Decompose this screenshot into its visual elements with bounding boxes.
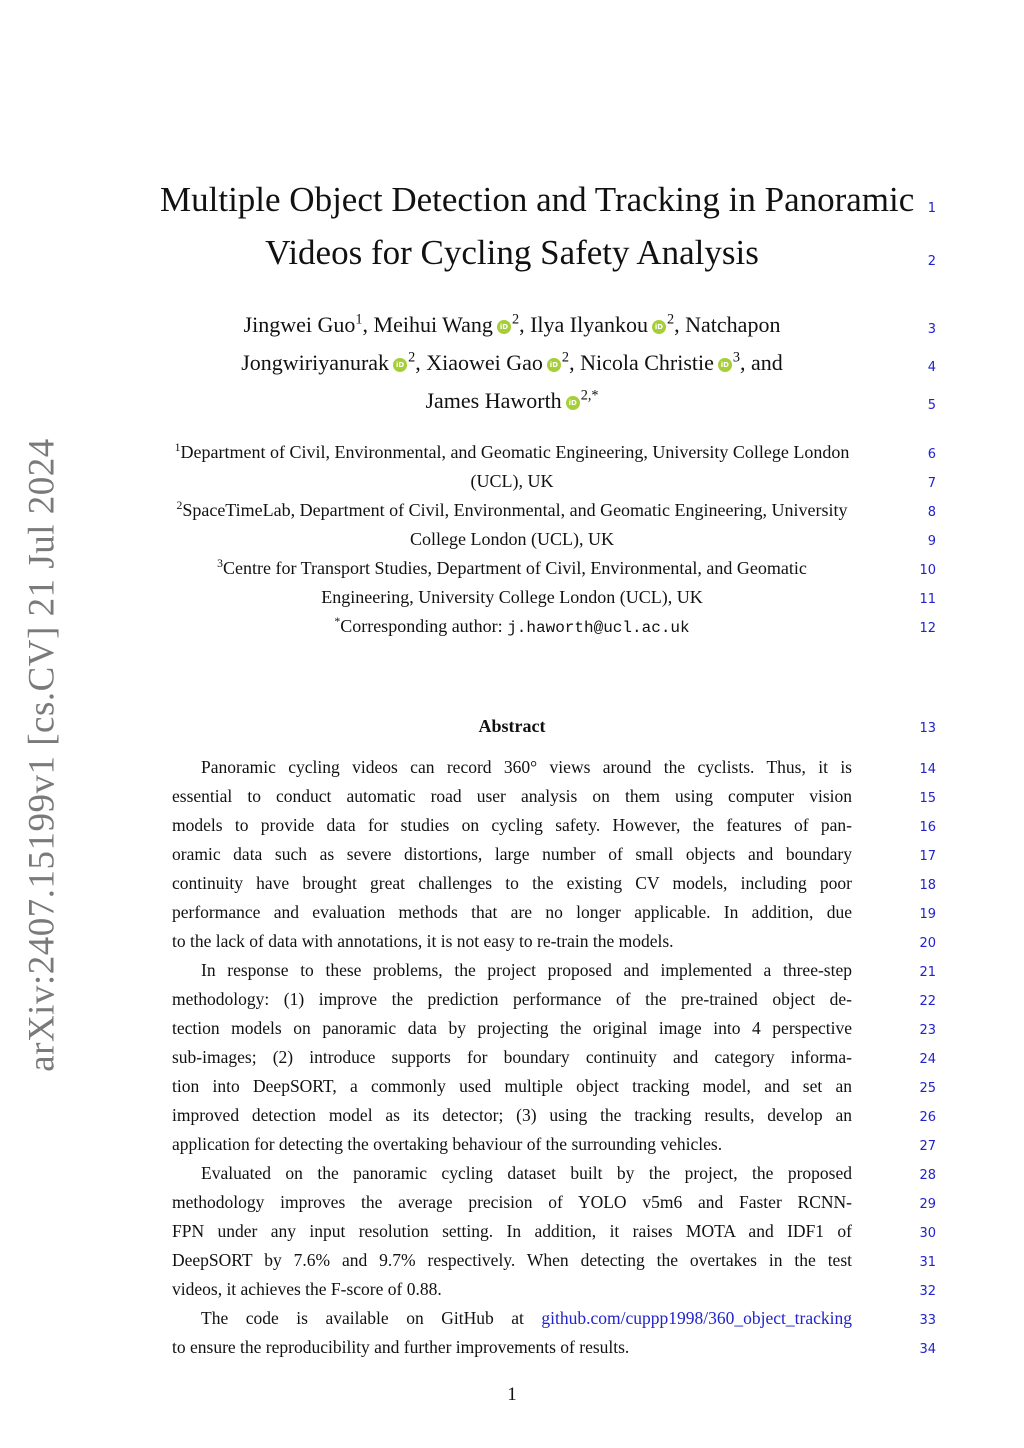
corr-sup: * [334, 615, 341, 628]
abstract-p2-line: methodology: (1) improve the prediction performance of the pre-trained object de- [172, 989, 852, 1009]
abstract-p1-line: to the lack of data with annotations, it is not easy to re-train the models. [172, 931, 674, 951]
abstract-p3-line: DeepSORT by 7.6% and 9.7% respectively. When detecting the overtakes in the test [172, 1250, 852, 1270]
orcid-icon[interactable]: iD [566, 396, 580, 410]
abstract-p3-line: methodology improves the average precision of YOLO v5m6 and Faster RCNN- [172, 1192, 852, 1212]
line-number: 10 [919, 563, 936, 578]
line-number: 9 [927, 534, 936, 549]
abstract-p2-line: tion into DeepSORT, a commonly used multiple object tracking model, and set an [172, 1076, 852, 1096]
line-number: 32 [919, 1284, 936, 1299]
line-number: 6 [927, 447, 936, 462]
author-affil-sup: 2 [667, 311, 675, 328]
line-number: 20 [919, 936, 936, 951]
line-number: 5 [927, 398, 936, 413]
affil-sup: 3 [217, 557, 223, 570]
author-name: , Meihui Wang [362, 312, 493, 337]
paper-title-line-1: Multiple Object Detection and Tracking in Panoramic [160, 180, 915, 219]
affil-sup: 2 [176, 499, 183, 512]
affiliation-text: Centre for Transport Studies, Department of Civil, Environmental, and Geomatic [222, 558, 807, 578]
line-number: 27 [919, 1139, 936, 1154]
line-number: 13 [919, 721, 936, 736]
affiliation-text: SpaceTimeLab, Department of Civil, Environmental, and Geomatic Engineering, University [182, 500, 848, 520]
line-number: 19 [919, 907, 936, 922]
orcid-icon[interactable]: iD [393, 358, 407, 372]
github-link[interactable]: github.com/cuppp1998/360_object_tracking [541, 1308, 852, 1328]
author-affil-sup: 3 [732, 349, 741, 366]
orcid-icon[interactable]: iD [652, 320, 666, 334]
author-name: , Natchapon [674, 312, 781, 337]
abstract-p1-line: models to provide data for studies on cycling safety. However, the features of pan- [172, 815, 852, 835]
line-number: 25 [919, 1081, 936, 1096]
orcid-icon[interactable]: iD [718, 358, 732, 372]
author-name: , Ilya Ilyankou [519, 312, 648, 337]
line-number: 23 [919, 1023, 936, 1038]
line-number: 29 [919, 1197, 936, 1212]
paper-title-line-2: Videos for Cycling Safety Analysis [265, 233, 759, 272]
author-name: Jongwiriyanurak [241, 350, 390, 375]
abstract-p2-line: application for detecting the overtaking behaviour of the surrounding vehicles. [172, 1134, 723, 1154]
corr-email[interactable]: j.haworth@ucl.ac.uk [507, 619, 690, 637]
line-number: 14 [919, 762, 936, 777]
page-number: 1 [507, 1384, 517, 1405]
abstract-p1-line: continuity have brought great challenges to the existing CV models, including poor [172, 873, 852, 893]
line-number: 28 [919, 1168, 936, 1183]
line-number: 34 [919, 1342, 936, 1357]
affiliation-2-line-1 [120, 498, 904, 522]
author-name: Jingwei Guo [243, 312, 356, 337]
author-affil-sup: 1 [355, 311, 363, 328]
abstract-p1-line: oramic data such as severe distortions, large number of small objects and boundary [172, 844, 852, 864]
abstract-p4-line [172, 1306, 852, 1330]
affil-sup: 1 [174, 441, 181, 454]
abstract-p2-line: sub-images; (2) introduce supports for boundary continuity and category informa- [172, 1047, 852, 1067]
abstract-p3-line: FPN under any input resolution setting. In addition, it raises MOTA and IDF1 of [172, 1221, 852, 1241]
line-number: 26 [919, 1110, 936, 1125]
abstract-p1-line: Panoramic cycling videos can record 360° views around the cyclists. Thus, it is [201, 757, 852, 777]
author-name: James Haworth [425, 388, 562, 413]
line-number: 30 [919, 1226, 936, 1241]
author-name: , Nicola Christie [569, 350, 714, 375]
line-number: 15 [919, 791, 936, 806]
line-number: 11 [919, 592, 936, 607]
line-number: 17 [919, 849, 936, 864]
line-number: 2 [927, 254, 936, 269]
abstract-p2-line: In response to these problems, the project proposed and implemented a three-step [201, 960, 852, 980]
abstract-p2-line: improved detection model as its detector; (3) using the tracking results, develop an [172, 1105, 852, 1125]
author-name: , and [740, 350, 783, 375]
orcid-icon[interactable]: iD [547, 358, 561, 372]
code-availability-text: The code is available on GitHub at [201, 1308, 542, 1328]
abstract-p3-line: Evaluated on the panoramic cycling dataset built by the project, the proposed [201, 1163, 852, 1183]
line-number: 7 [927, 476, 936, 491]
affiliation-1-line-2: (UCL), UK [470, 471, 554, 491]
corresponding-author [160, 614, 864, 640]
line-number: 22 [919, 994, 936, 1009]
line-number: 21 [919, 965, 936, 980]
affiliation-text: Department of Civil, Environmental, and Geomatic Engineering, University College London [180, 442, 850, 462]
line-number: 31 [919, 1255, 936, 1270]
line-number: 8 [927, 505, 936, 520]
abstract-heading: Abstract [478, 716, 546, 736]
affiliation-3-line-1 [160, 556, 864, 580]
line-number: 16 [919, 820, 936, 835]
line-number: 33 [919, 1313, 936, 1328]
author-affil-sup: 2,* [580, 387, 599, 404]
corr-label: Corresponding author: [340, 616, 508, 636]
author-affil-sup: 2 [561, 349, 570, 366]
abstract-p1-line: performance and evaluation methods that are no longer applicable. In addition, due [172, 902, 852, 922]
author-name: , Xiaowei Gao [415, 350, 543, 375]
authors-line-3 [160, 387, 864, 415]
line-number: 12 [919, 621, 936, 636]
affiliation-3-line-2: Engineering, University College London (UCL), UK [321, 587, 703, 607]
author-affil-sup: 2 [408, 349, 416, 366]
abstract-p3-line: videos, it achieves the F-score of 0.88. [172, 1279, 442, 1299]
abstract-p4-line: to ensure the reproducibility and further improvements of results. [172, 1337, 630, 1357]
abstract-p1-line: essential to conduct automatic road user analysis on them using computer vision [172, 786, 852, 806]
arxiv-identifier: arXiv:2407.15199v1 [cs.CV] 21 Jul 2024 [21, 438, 63, 1072]
line-number: 24 [919, 1052, 936, 1067]
authors-line-1 [160, 311, 864, 339]
affiliation-2-line-2: College London (UCL), UK [410, 529, 614, 549]
author-affil-sup: 2 [511, 311, 520, 328]
line-number: 1 [927, 201, 936, 216]
line-number: 3 [927, 322, 936, 337]
line-number: 4 [927, 360, 936, 375]
orcid-icon[interactable]: iD [497, 320, 511, 334]
affiliation-1-line-1 [120, 440, 904, 464]
abstract-p2-line: tection models on panoramic data by projecting the original image into 4 perspective [172, 1018, 852, 1038]
line-number: 18 [919, 878, 936, 893]
authors-line-2 [160, 349, 864, 377]
